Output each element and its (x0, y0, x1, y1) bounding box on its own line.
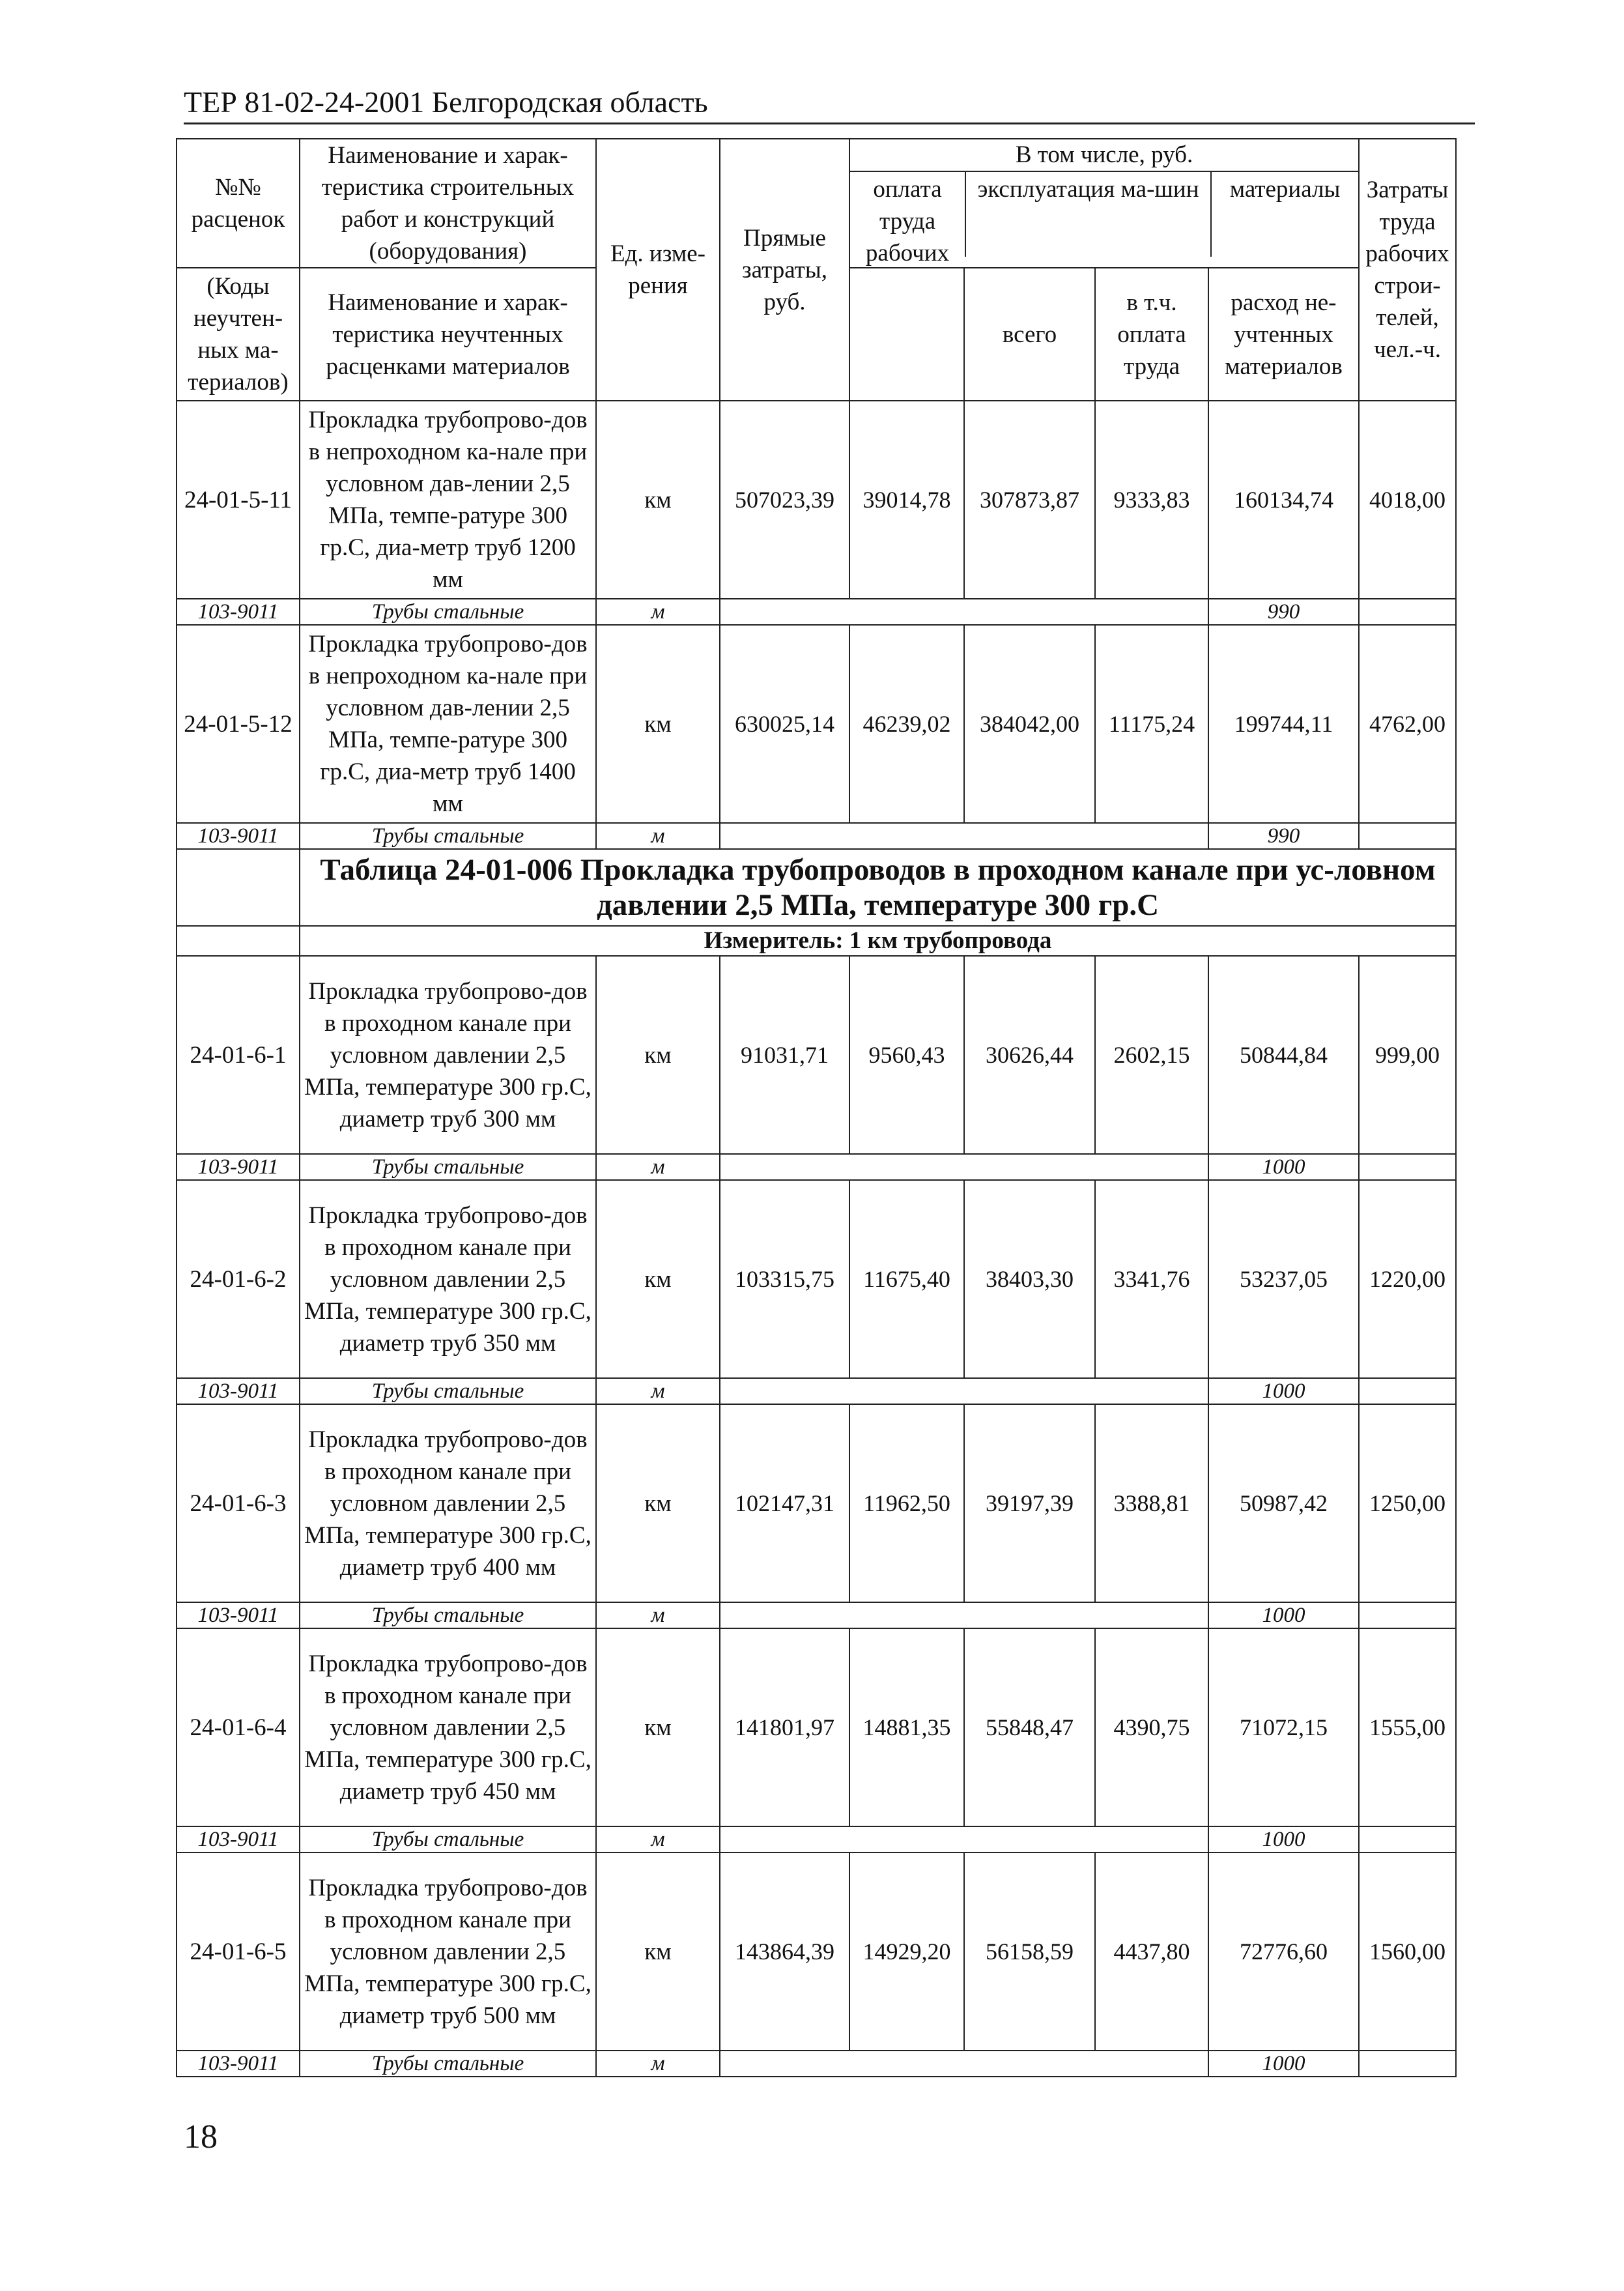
materials: 199744,11 (1208, 625, 1359, 823)
rate-code: 24-01-5-11 (177, 401, 300, 599)
material-blank (720, 823, 1208, 849)
title-left-blank (177, 849, 300, 926)
material-blank (720, 1378, 1208, 1404)
machine-wage: 4437,80 (1095, 1852, 1208, 2051)
unit: км (596, 625, 720, 823)
direct-costs: 143864,39 (720, 1852, 849, 2051)
unit: км (596, 956, 720, 1154)
unit: км (596, 1852, 720, 2051)
materials: 53237,05 (1208, 1180, 1359, 1378)
wage: 46239,02 (849, 625, 964, 823)
col-header-direct: Прямые затраты, руб. (720, 139, 849, 401)
material-labor-blank (1359, 1154, 1456, 1180)
material-name: Трубы стальные (300, 1154, 596, 1180)
col-header-machines: эксплуатация ма-шин (966, 172, 1212, 257)
material-labor-blank (1359, 1826, 1456, 1852)
table-row (177, 1180, 1456, 1378)
table-row (177, 1852, 1456, 2051)
machines-total: 384042,00 (964, 625, 1095, 823)
machine-wage: 11175,24 (1095, 625, 1208, 823)
labor: 1555,00 (1359, 1628, 1456, 1826)
material-row (177, 1602, 1456, 1628)
direct-costs: 507023,39 (720, 401, 849, 599)
machines-total: 30626,44 (964, 956, 1095, 1154)
material-blank (720, 2051, 1208, 2077)
col-header-incl: В том числе, руб. (850, 139, 1358, 172)
material-code: 103-9011 (177, 1826, 300, 1852)
col-header-wage-cont (849, 268, 964, 401)
col-header-machine-wage: в т.ч. оплата труда (1095, 268, 1208, 401)
table-row (177, 1628, 1456, 1826)
materials: 71072,15 (1208, 1628, 1359, 1826)
material-name: Трубы стальные (300, 599, 596, 625)
material-row (177, 1154, 1456, 1180)
price-table (176, 138, 1457, 2077)
work-name: Прокладка трубопрово-дов в проходном канале при условном давлении 2,5 МПа, температуре 300 гр.С, диаметр труб 350 мм (300, 1180, 596, 1378)
material-unit: м (596, 823, 720, 849)
material-unit: м (596, 1154, 720, 1180)
material-row (177, 1826, 1456, 1852)
material-qty: 1000 (1208, 1154, 1359, 1180)
table-row (177, 956, 1456, 1154)
direct-costs: 630025,14 (720, 625, 849, 823)
wage: 11675,40 (849, 1180, 964, 1378)
meter-left-blank (177, 926, 300, 956)
wage: 39014,78 (849, 401, 964, 599)
machines-total: 307873,87 (964, 401, 1095, 599)
material-qty: 1000 (1208, 1602, 1359, 1628)
material-blank (720, 1826, 1208, 1852)
wage: 14929,20 (849, 1852, 964, 2051)
rate-code: 24-01-6-1 (177, 956, 300, 1154)
rate-code: 24-01-6-2 (177, 1180, 300, 1378)
machine-wage: 9333,83 (1095, 401, 1208, 599)
wage: 14881,35 (849, 1628, 964, 1826)
material-unit: м (596, 1378, 720, 1404)
material-code: 103-9011 (177, 2051, 300, 2077)
col-header-wage: оплата труда рабочих (850, 172, 966, 257)
col-header-name2: Наименование и харак-теристика неучтенных расценками материалов (300, 268, 596, 401)
material-qty: 1000 (1208, 2051, 1359, 2077)
material-name: Трубы стальные (300, 1826, 596, 1852)
machines-total: 55848,47 (964, 1628, 1095, 1826)
material-qty: 990 (1208, 823, 1359, 849)
col-header-codes: (Коды неучтен-ных ма-териалов) (177, 268, 300, 401)
material-name: Трубы стальные (300, 823, 596, 849)
machines-total: 38403,30 (964, 1180, 1095, 1378)
table-row (177, 625, 1456, 823)
unit: км (596, 1180, 720, 1378)
direct-costs: 141801,97 (720, 1628, 849, 1826)
rate-code: 24-01-6-4 (177, 1628, 300, 1826)
material-labor-blank (1359, 1378, 1456, 1404)
material-unit: м (596, 1602, 720, 1628)
labor: 4762,00 (1359, 625, 1456, 823)
material-name: Трубы стальные (300, 1378, 596, 1404)
col-header-unit: Ед. изме-рения (596, 139, 720, 401)
material-qty: 1000 (1208, 1378, 1359, 1404)
unit: км (596, 1404, 720, 1602)
table-row (177, 1404, 1456, 1602)
material-labor-blank (1359, 2051, 1456, 2077)
work-name: Прокладка трубопрово-дов в проходном канале при условном давлении 2,5 МПа, температуре 300 гр.С, диаметр труб 450 мм (300, 1628, 596, 1826)
material-code: 103-9011 (177, 823, 300, 849)
direct-costs: 102147,31 (720, 1404, 849, 1602)
material-code: 103-9011 (177, 1602, 300, 1628)
materials: 50987,42 (1208, 1404, 1359, 1602)
material-labor-blank (1359, 1602, 1456, 1628)
material-blank (720, 1154, 1208, 1180)
machine-wage: 3341,76 (1095, 1180, 1208, 1378)
material-blank (720, 1602, 1208, 1628)
work-name: Прокладка трубопрово-дов в проходном канале при условном давлении 2,5 МПа, температуре 300 гр.С, диаметр труб 500 мм (300, 1852, 596, 2051)
material-code: 103-9011 (177, 599, 300, 625)
material-qty: 990 (1208, 599, 1359, 625)
material-name: Трубы стальные (300, 1602, 596, 1628)
unit: км (596, 1628, 720, 1826)
material-qty: 1000 (1208, 1826, 1359, 1852)
wage: 9560,43 (849, 956, 964, 1154)
unit: км (596, 401, 720, 599)
material-labor-blank (1359, 823, 1456, 849)
col-header-num: №№ расценок (177, 139, 300, 268)
direct-costs: 103315,75 (720, 1180, 849, 1378)
material-row (177, 823, 1456, 849)
rate-code: 24-01-5-12 (177, 625, 300, 823)
machines-total: 39197,39 (964, 1404, 1095, 1602)
machine-wage: 2602,15 (1095, 956, 1208, 1154)
labor: 4018,00 (1359, 401, 1456, 599)
machine-wage: 4390,75 (1095, 1628, 1208, 1826)
labor: 999,00 (1359, 956, 1456, 1154)
page-number: 18 (184, 2118, 218, 2155)
machine-wage: 3388,81 (1095, 1404, 1208, 1602)
material-code: 103-9011 (177, 1378, 300, 1404)
material-unit: м (596, 599, 720, 625)
material-blank (720, 599, 1208, 625)
labor: 1250,00 (1359, 1404, 1456, 1602)
page-header: ТЕР 81-02-24-2001 Белгородская область (184, 85, 1475, 124)
rate-code: 24-01-6-3 (177, 1404, 300, 1602)
work-name: Прокладка трубопрово-дов в непроходном ка-нале при условном дав-лении 2,5 МПа, темпе-ратуре 300 гр.С, диа-метр труб 1400 мм (300, 625, 596, 823)
labor: 1220,00 (1359, 1180, 1456, 1378)
material-name: Трубы стальные (300, 2051, 596, 2077)
materials: 50844,84 (1208, 956, 1359, 1154)
material-code: 103-9011 (177, 1154, 300, 1180)
meter-row (177, 926, 1456, 956)
labor: 1560,00 (1359, 1852, 1456, 2051)
col-header-incl-group (849, 139, 1359, 268)
material-row (177, 599, 1456, 625)
material-unit: м (596, 2051, 720, 2077)
material-row (177, 2051, 1456, 2077)
work-name: Прокладка трубопрово-дов в непроходном ка-нале при условном дав-лении 2,5 МПа, темпе-ратуре 300 гр.С, диа-метр труб 1200 мм (300, 401, 596, 599)
wage: 11962,50 (849, 1404, 964, 1602)
table-title: Таблица 24-01-006 Прокладка трубопроводов в проходном канале при ус-ловном давлении 2,5 МПа, температуре 300 гр.С (300, 849, 1456, 926)
col-header-materials-use: расход не-учтенных материалов (1208, 268, 1359, 401)
material-row (177, 1378, 1456, 1404)
table-row (177, 401, 1456, 599)
col-header-name: Наименование и харак-теристика строительных работ и конструкций (оборудования) (300, 139, 596, 268)
rate-code: 24-01-6-5 (177, 1852, 300, 2051)
work-name: Прокладка трубопрово-дов в проходном канале при условном давлении 2,5 МПа, температуре 300 гр.С, диаметр труб 400 мм (300, 1404, 596, 1602)
materials: 72776,60 (1208, 1852, 1359, 2051)
work-name: Прокладка трубопрово-дов в проходном канале при условном давлении 2,5 МПа, температуре 300 гр.С, диаметр труб 300 мм (300, 956, 596, 1154)
meter: Измеритель: 1 км трубопровода (300, 926, 1456, 956)
direct-costs: 91031,71 (720, 956, 849, 1154)
materials: 160134,74 (1208, 401, 1359, 599)
table-title-row (177, 849, 1456, 926)
material-labor-blank (1359, 599, 1456, 625)
col-header-labor: Затраты труда рабочих строи-телей, чел.-ч. (1359, 139, 1456, 401)
col-header-materials: материалы (1229, 176, 1341, 203)
machines-total: 56158,59 (964, 1852, 1095, 2051)
material-unit: м (596, 1826, 720, 1852)
col-header-total: всего (964, 268, 1095, 401)
